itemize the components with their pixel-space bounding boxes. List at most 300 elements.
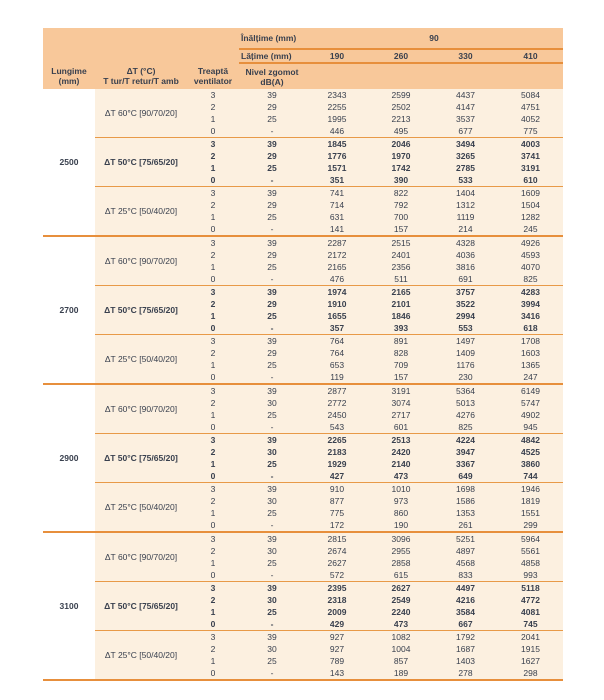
value-cell-260: 2165 bbox=[369, 286, 433, 299]
noise-cell: 39 bbox=[239, 335, 305, 348]
delta-t-header-line2: T tur/T retur/T amb bbox=[103, 76, 179, 86]
value-cell-190: 1995 bbox=[305, 113, 369, 125]
delta-t-cell: ΔT 60°C [90/70/20] bbox=[95, 89, 187, 138]
value-cell-190: 631 bbox=[305, 211, 369, 223]
value-cell-330: 553 bbox=[433, 322, 498, 335]
value-cell-260: 1004 bbox=[369, 643, 433, 655]
noise-cell: 25 bbox=[239, 458, 305, 470]
fan-speed-cell: 2 bbox=[187, 347, 239, 359]
table-row bbox=[43, 434, 563, 447]
value-cell-330: 667 bbox=[433, 618, 498, 631]
value-cell-190: 2395 bbox=[305, 582, 369, 595]
delta-t-cell: ΔT 60°C [90/70/20] bbox=[95, 384, 187, 434]
value-cell-190: 714 bbox=[305, 199, 369, 211]
value-cell-260: 2513 bbox=[369, 434, 433, 447]
value-cell-330: 649 bbox=[433, 470, 498, 483]
value-cell-260: 157 bbox=[369, 371, 433, 384]
noise-cell: - bbox=[239, 371, 305, 384]
noise-cell: - bbox=[239, 667, 305, 680]
value-cell-190: 764 bbox=[305, 335, 369, 348]
value-cell-260: 601 bbox=[369, 421, 433, 434]
value-cell-410: 744 bbox=[498, 470, 563, 483]
noise-cell: 39 bbox=[239, 236, 305, 249]
fan-speed-cell: 0 bbox=[187, 519, 239, 532]
value-cell-190: 789 bbox=[305, 655, 369, 667]
value-cell-330: 825 bbox=[433, 421, 498, 434]
value-cell-410: 1609 bbox=[498, 187, 563, 200]
fan-speed-cell: 3 bbox=[187, 532, 239, 545]
value-cell-410: 6149 bbox=[498, 384, 563, 397]
value-cell-260: 390 bbox=[369, 174, 433, 187]
value-cell-260: 495 bbox=[369, 125, 433, 138]
noise-cell: 39 bbox=[239, 532, 305, 545]
noise-cell: 30 bbox=[239, 545, 305, 557]
value-cell-260: 1846 bbox=[369, 310, 433, 322]
noise-header-line1: Nivel zgomot bbox=[245, 66, 299, 77]
fan-speed-cell: 2 bbox=[187, 150, 239, 162]
width-col-260: 260 bbox=[369, 49, 433, 63]
value-cell-330: 3265 bbox=[433, 150, 498, 162]
value-cell-330: 1687 bbox=[433, 643, 498, 655]
value-cell-260: 2046 bbox=[369, 138, 433, 151]
value-cell-190: 741 bbox=[305, 187, 369, 200]
value-cell-330: 3816 bbox=[433, 261, 498, 273]
table-row bbox=[43, 532, 563, 545]
value-cell-410: 1282 bbox=[498, 211, 563, 223]
value-cell-410: 4902 bbox=[498, 409, 563, 421]
value-cell-330: 833 bbox=[433, 569, 498, 582]
value-cell-190: 2287 bbox=[305, 236, 369, 249]
value-cell-410: 2041 bbox=[498, 631, 563, 644]
value-cell-410: 4003 bbox=[498, 138, 563, 151]
fan-speed-cell: 1 bbox=[187, 507, 239, 519]
value-cell-190: 2450 bbox=[305, 409, 369, 421]
value-cell-260: 860 bbox=[369, 507, 433, 519]
value-cell-330: 5251 bbox=[433, 532, 498, 545]
noise-level-column-header bbox=[239, 63, 305, 89]
value-cell-190: 764 bbox=[305, 347, 369, 359]
value-cell-260: 157 bbox=[369, 223, 433, 236]
noise-cell: 39 bbox=[239, 384, 305, 397]
value-cell-260: 2627 bbox=[369, 582, 433, 595]
delta-t-cell: ΔT 60°C [90/70/20] bbox=[95, 236, 187, 286]
noise-cell: 25 bbox=[239, 162, 305, 174]
value-cell-410: 4751 bbox=[498, 101, 563, 113]
height-label: Înălțime (mm) bbox=[239, 28, 305, 49]
table-row bbox=[43, 187, 563, 200]
value-cell-330: 3522 bbox=[433, 298, 498, 310]
value-cell-410: 3416 bbox=[498, 310, 563, 322]
fan-speed-cell: 2 bbox=[187, 545, 239, 557]
fan-speed-cell: 2 bbox=[187, 397, 239, 409]
delta-t-column-header bbox=[95, 63, 187, 89]
noise-cell: 30 bbox=[239, 446, 305, 458]
value-cell-260: 190 bbox=[369, 519, 433, 532]
lungime-cell: 2500 bbox=[43, 89, 95, 236]
value-cell-190: 351 bbox=[305, 174, 369, 187]
value-cell-330: 1403 bbox=[433, 655, 498, 667]
value-cell-410: 299 bbox=[498, 519, 563, 532]
value-cell-190: 119 bbox=[305, 371, 369, 384]
value-cell-330: 3584 bbox=[433, 606, 498, 618]
width-label: Lățime (mm) bbox=[239, 49, 305, 63]
noise-header-line2: dB(A) bbox=[260, 76, 284, 87]
noise-cell: 25 bbox=[239, 409, 305, 421]
value-cell-190: 653 bbox=[305, 359, 369, 371]
value-cell-260: 473 bbox=[369, 618, 433, 631]
fan-speed-cell: 3 bbox=[187, 89, 239, 101]
value-cell-410: 610 bbox=[498, 174, 563, 187]
fan-speed-cell: 0 bbox=[187, 470, 239, 483]
value-cell-260: 2401 bbox=[369, 249, 433, 261]
value-cell-410: 4070 bbox=[498, 261, 563, 273]
noise-cell: 39 bbox=[239, 138, 305, 151]
value-cell-410: 775 bbox=[498, 125, 563, 138]
fan-speed-cell: 0 bbox=[187, 322, 239, 335]
value-cell-190: 1571 bbox=[305, 162, 369, 174]
value-cell-410: 5118 bbox=[498, 582, 563, 595]
fan-speed-cell: 0 bbox=[187, 618, 239, 631]
noise-cell: - bbox=[239, 273, 305, 286]
fan-speed-cell: 1 bbox=[187, 409, 239, 421]
value-cell-410: 4858 bbox=[498, 557, 563, 569]
value-cell-190: 2183 bbox=[305, 446, 369, 458]
noise-cell: 29 bbox=[239, 298, 305, 310]
value-cell-330: 1698 bbox=[433, 483, 498, 496]
value-cell-410: 945 bbox=[498, 421, 563, 434]
value-cell-260: 828 bbox=[369, 347, 433, 359]
value-cell-190: 2674 bbox=[305, 545, 369, 557]
value-cell-190: 427 bbox=[305, 470, 369, 483]
value-cell-330: 1119 bbox=[433, 211, 498, 223]
fan-speed-cell: 2 bbox=[187, 101, 239, 113]
value-cell-330: 4216 bbox=[433, 594, 498, 606]
value-cell-190: 2165 bbox=[305, 261, 369, 273]
value-cell-410: 5747 bbox=[498, 397, 563, 409]
noise-cell: 25 bbox=[239, 606, 305, 618]
value-cell-260: 1970 bbox=[369, 150, 433, 162]
noise-cell: 25 bbox=[239, 655, 305, 667]
value-cell-410: 5084 bbox=[498, 89, 563, 101]
fan-speed-cell: 0 bbox=[187, 371, 239, 384]
value-cell-190: 2265 bbox=[305, 434, 369, 447]
value-cell-190: 476 bbox=[305, 273, 369, 286]
fan-speed-cell: 1 bbox=[187, 211, 239, 223]
noise-cell: 29 bbox=[239, 150, 305, 162]
value-cell-410: 3994 bbox=[498, 298, 563, 310]
value-cell-330: 4568 bbox=[433, 557, 498, 569]
fan-speed-cell: 1 bbox=[187, 310, 239, 322]
table-row bbox=[43, 236, 563, 249]
value-cell-190: 2172 bbox=[305, 249, 369, 261]
value-cell-190: 2009 bbox=[305, 606, 369, 618]
value-cell-410: 3860 bbox=[498, 458, 563, 470]
delta-t-cell: ΔT 25°C [50/40/20] bbox=[95, 483, 187, 533]
noise-cell: 29 bbox=[239, 199, 305, 211]
fan-speed-cell: 0 bbox=[187, 174, 239, 187]
value-cell-330: 5364 bbox=[433, 384, 498, 397]
value-cell-190: 1910 bbox=[305, 298, 369, 310]
noise-cell: 30 bbox=[239, 397, 305, 409]
value-cell-190: 927 bbox=[305, 643, 369, 655]
value-cell-190: 1845 bbox=[305, 138, 369, 151]
noise-cell: 25 bbox=[239, 359, 305, 371]
delta-t-cell: ΔT 25°C [50/40/20] bbox=[95, 631, 187, 681]
noise-cell: 25 bbox=[239, 310, 305, 322]
value-cell-260: 2420 bbox=[369, 446, 433, 458]
value-cell-410: 825 bbox=[498, 273, 563, 286]
noise-cell: 39 bbox=[239, 582, 305, 595]
value-cell-190: 429 bbox=[305, 618, 369, 631]
fan-speed-cell: 2 bbox=[187, 298, 239, 310]
value-cell-410: 1551 bbox=[498, 507, 563, 519]
fan-speed-cell: 1 bbox=[187, 458, 239, 470]
value-cell-260: 973 bbox=[369, 495, 433, 507]
value-cell-330: 4328 bbox=[433, 236, 498, 249]
value-cell-410: 5964 bbox=[498, 532, 563, 545]
spec-table bbox=[43, 28, 563, 681]
value-cell-190: 2255 bbox=[305, 101, 369, 113]
value-cell-410: 4842 bbox=[498, 434, 563, 447]
value-cell-260: 2240 bbox=[369, 606, 433, 618]
value-cell-190: 2318 bbox=[305, 594, 369, 606]
value-cell-410: 4081 bbox=[498, 606, 563, 618]
value-cell-410: 4593 bbox=[498, 249, 563, 261]
value-cell-330: 1586 bbox=[433, 495, 498, 507]
table-row bbox=[43, 138, 563, 151]
fan-speed-cell: 3 bbox=[187, 138, 239, 151]
value-cell-330: 1353 bbox=[433, 507, 498, 519]
value-cell-190: 172 bbox=[305, 519, 369, 532]
value-cell-410: 1603 bbox=[498, 347, 563, 359]
delta-t-cell: ΔT 50°C [75/65/20] bbox=[95, 138, 187, 187]
fan-speed-cell: 3 bbox=[187, 384, 239, 397]
value-cell-410: 245 bbox=[498, 223, 563, 236]
fan-speed-cell: 2 bbox=[187, 249, 239, 261]
value-cell-330: 1497 bbox=[433, 335, 498, 348]
lungime-cell: 3100 bbox=[43, 532, 95, 680]
value-cell-190: 2343 bbox=[305, 89, 369, 101]
noise-cell: 39 bbox=[239, 89, 305, 101]
noise-cell: 29 bbox=[239, 347, 305, 359]
noise-cell: - bbox=[239, 519, 305, 532]
value-cell-410: 1627 bbox=[498, 655, 563, 667]
value-cell-190: 143 bbox=[305, 667, 369, 680]
noise-cell: - bbox=[239, 223, 305, 236]
table-row bbox=[43, 483, 563, 496]
value-cell-260: 3096 bbox=[369, 532, 433, 545]
value-cell-260: 2101 bbox=[369, 298, 433, 310]
table-header bbox=[43, 28, 563, 89]
fan-speed-cell: 0 bbox=[187, 667, 239, 680]
value-cell-330: 1792 bbox=[433, 631, 498, 644]
noise-cell: - bbox=[239, 421, 305, 434]
fan-speed-header-line1: Treaptă bbox=[197, 66, 229, 76]
value-cell-260: 2717 bbox=[369, 409, 433, 421]
noise-cell: 25 bbox=[239, 113, 305, 125]
value-cell-260: 709 bbox=[369, 359, 433, 371]
value-cell-330: 3757 bbox=[433, 286, 498, 299]
fan-speed-cell: 1 bbox=[187, 557, 239, 569]
noise-cell: 29 bbox=[239, 101, 305, 113]
noise-cell: 25 bbox=[239, 211, 305, 223]
value-cell-190: 2877 bbox=[305, 384, 369, 397]
value-cell-330: 278 bbox=[433, 667, 498, 680]
value-cell-410: 1504 bbox=[498, 199, 563, 211]
lungime-cell: 2900 bbox=[43, 384, 95, 532]
delta-t-cell: ΔT 50°C [75/65/20] bbox=[95, 582, 187, 631]
value-cell-260: 615 bbox=[369, 569, 433, 582]
value-cell-260: 2549 bbox=[369, 594, 433, 606]
value-cell-330: 4224 bbox=[433, 434, 498, 447]
value-cell-260: 891 bbox=[369, 335, 433, 348]
value-cell-260: 2140 bbox=[369, 458, 433, 470]
value-cell-330: 4036 bbox=[433, 249, 498, 261]
value-cell-330: 1312 bbox=[433, 199, 498, 211]
value-cell-190: 775 bbox=[305, 507, 369, 519]
value-cell-190: 543 bbox=[305, 421, 369, 434]
noise-cell: 30 bbox=[239, 643, 305, 655]
value-cell-190: 927 bbox=[305, 631, 369, 644]
value-cell-410: 4525 bbox=[498, 446, 563, 458]
noise-cell: 30 bbox=[239, 594, 305, 606]
value-cell-410: 4772 bbox=[498, 594, 563, 606]
value-cell-330: 3947 bbox=[433, 446, 498, 458]
value-cell-190: 877 bbox=[305, 495, 369, 507]
fan-speed-cell: 2 bbox=[187, 446, 239, 458]
value-cell-260: 473 bbox=[369, 470, 433, 483]
value-cell-260: 822 bbox=[369, 187, 433, 200]
value-cell-260: 189 bbox=[369, 667, 433, 680]
value-cell-330: 214 bbox=[433, 223, 498, 236]
value-cell-260: 2356 bbox=[369, 261, 433, 273]
table-row bbox=[43, 631, 563, 644]
value-cell-330: 3537 bbox=[433, 113, 498, 125]
table-row bbox=[43, 89, 563, 101]
value-cell-190: 2627 bbox=[305, 557, 369, 569]
table-row bbox=[43, 335, 563, 348]
noise-cell: - bbox=[239, 174, 305, 187]
value-cell-260: 857 bbox=[369, 655, 433, 667]
value-cell-190: 357 bbox=[305, 322, 369, 335]
lungime-cell: 2700 bbox=[43, 236, 95, 384]
noise-cell: 39 bbox=[239, 483, 305, 496]
value-cell-190: 1929 bbox=[305, 458, 369, 470]
delta-t-cell: ΔT 60°C [90/70/20] bbox=[95, 532, 187, 582]
noise-cell: 39 bbox=[239, 434, 305, 447]
table-row bbox=[43, 384, 563, 397]
value-cell-330: 4897 bbox=[433, 545, 498, 557]
value-cell-330: 691 bbox=[433, 273, 498, 286]
value-cell-190: 2815 bbox=[305, 532, 369, 545]
fan-speed-cell: 3 bbox=[187, 187, 239, 200]
value-cell-330: 4147 bbox=[433, 101, 498, 113]
value-cell-410: 1915 bbox=[498, 643, 563, 655]
value-cell-410: 3191 bbox=[498, 162, 563, 174]
noise-cell: 29 bbox=[239, 249, 305, 261]
value-cell-190: 141 bbox=[305, 223, 369, 236]
delta-t-cell: ΔT 50°C [75/65/20] bbox=[95, 286, 187, 335]
fan-speed-cell: 3 bbox=[187, 631, 239, 644]
value-cell-330: 4276 bbox=[433, 409, 498, 421]
value-cell-330: 4437 bbox=[433, 89, 498, 101]
delta-t-header-line1: ΔT (°C) bbox=[126, 66, 156, 76]
noise-cell: 39 bbox=[239, 286, 305, 299]
value-cell-410: 745 bbox=[498, 618, 563, 631]
value-cell-190: 2772 bbox=[305, 397, 369, 409]
fan-speed-cell: 1 bbox=[187, 606, 239, 618]
value-cell-410: 1819 bbox=[498, 495, 563, 507]
fan-speed-cell: 3 bbox=[187, 236, 239, 249]
noise-cell: - bbox=[239, 618, 305, 631]
value-cell-330: 533 bbox=[433, 174, 498, 187]
value-cell-330: 3367 bbox=[433, 458, 498, 470]
length-header-line1: Lungime bbox=[51, 66, 87, 76]
value-cell-260: 1742 bbox=[369, 162, 433, 174]
value-cell-410: 618 bbox=[498, 322, 563, 335]
delta-t-cell: ΔT 25°C [50/40/20] bbox=[95, 335, 187, 385]
value-cell-260: 2858 bbox=[369, 557, 433, 569]
value-cell-260: 700 bbox=[369, 211, 433, 223]
length-header-line2: (mm) bbox=[58, 76, 80, 86]
value-cell-410: 993 bbox=[498, 569, 563, 582]
fan-speed-cell: 3 bbox=[187, 483, 239, 496]
length-column-header bbox=[43, 63, 95, 89]
fan-speed-cell: 0 bbox=[187, 125, 239, 138]
fan-speed-cell: 2 bbox=[187, 199, 239, 211]
fan-speed-cell: 0 bbox=[187, 569, 239, 582]
width-col-330: 330 bbox=[433, 49, 498, 63]
table-row bbox=[43, 286, 563, 299]
fan-speed-cell: 3 bbox=[187, 286, 239, 299]
value-cell-260: 2599 bbox=[369, 89, 433, 101]
value-cell-260: 3074 bbox=[369, 397, 433, 409]
header-spacer bbox=[305, 63, 563, 89]
value-cell-260: 1082 bbox=[369, 631, 433, 644]
fan-speed-cell: 1 bbox=[187, 655, 239, 667]
value-cell-190: 572 bbox=[305, 569, 369, 582]
fan-speed-cell: 3 bbox=[187, 434, 239, 447]
fan-speed-cell: 3 bbox=[187, 335, 239, 348]
fan-speed-cell: 2 bbox=[187, 643, 239, 655]
noise-cell: 39 bbox=[239, 631, 305, 644]
value-cell-330: 1409 bbox=[433, 347, 498, 359]
value-cell-330: 1176 bbox=[433, 359, 498, 371]
fan-speed-column-header bbox=[187, 63, 239, 89]
noise-cell: - bbox=[239, 125, 305, 138]
fan-speed-cell: 1 bbox=[187, 113, 239, 125]
value-cell-330: 2785 bbox=[433, 162, 498, 174]
value-cell-260: 1010 bbox=[369, 483, 433, 496]
fan-speed-cell: 0 bbox=[187, 273, 239, 286]
fan-speed-cell: 1 bbox=[187, 162, 239, 174]
width-col-410: 410 bbox=[498, 49, 563, 63]
value-cell-330: 261 bbox=[433, 519, 498, 532]
value-cell-330: 4497 bbox=[433, 582, 498, 595]
table-row bbox=[43, 582, 563, 595]
value-cell-410: 247 bbox=[498, 371, 563, 384]
fan-speed-cell: 0 bbox=[187, 421, 239, 434]
value-cell-330: 5013 bbox=[433, 397, 498, 409]
fan-speed-cell: 3 bbox=[187, 582, 239, 595]
noise-cell: 30 bbox=[239, 495, 305, 507]
value-cell-190: 1776 bbox=[305, 150, 369, 162]
fan-speed-cell: 1 bbox=[187, 359, 239, 371]
value-cell-260: 792 bbox=[369, 199, 433, 211]
noise-cell: - bbox=[239, 569, 305, 582]
value-cell-330: 1404 bbox=[433, 187, 498, 200]
noise-cell: - bbox=[239, 470, 305, 483]
